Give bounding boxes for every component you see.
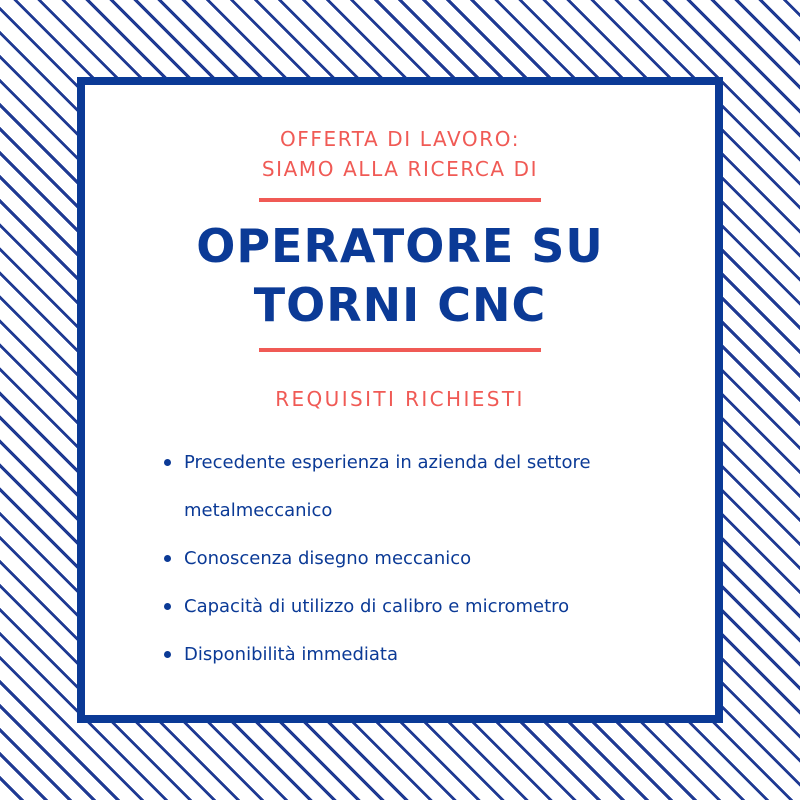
list-item — [164, 595, 664, 619]
bullet-icon — [164, 651, 171, 658]
intro-line-2: SIAMO ALLA RICERCA DI — [261, 157, 539, 181]
requirement-text: Disponibilità immediata — [184, 644, 399, 665]
job-title-line-2: TORNI CNC — [253, 278, 547, 332]
requirement-text: Conoscenza disegno meccanico — [184, 548, 472, 569]
requirement-text-continued: metalmeccanico — [184, 500, 333, 521]
requirements-heading: REQUISITI RICHIESTI — [275, 387, 525, 411]
list-item — [164, 547, 664, 571]
list-item — [164, 451, 664, 523]
divider-top — [259, 198, 541, 202]
bullet-icon — [164, 459, 171, 466]
job-offer-card — [77, 77, 723, 723]
list-item — [164, 643, 664, 667]
divider-bottom — [259, 348, 541, 352]
bullet-icon — [164, 603, 171, 610]
requirement-text: Capacità di utilizzo di calibro e micrometro — [184, 596, 570, 617]
requirement-text: Precedente esperienza in azienda del settore — [184, 452, 591, 473]
requirements-list — [164, 451, 664, 691]
bullet-icon — [164, 555, 171, 562]
intro-line-1: OFFERTA DI LAVORO: — [279, 127, 521, 151]
job-title-line-1: OPERATORE SU — [196, 219, 604, 273]
